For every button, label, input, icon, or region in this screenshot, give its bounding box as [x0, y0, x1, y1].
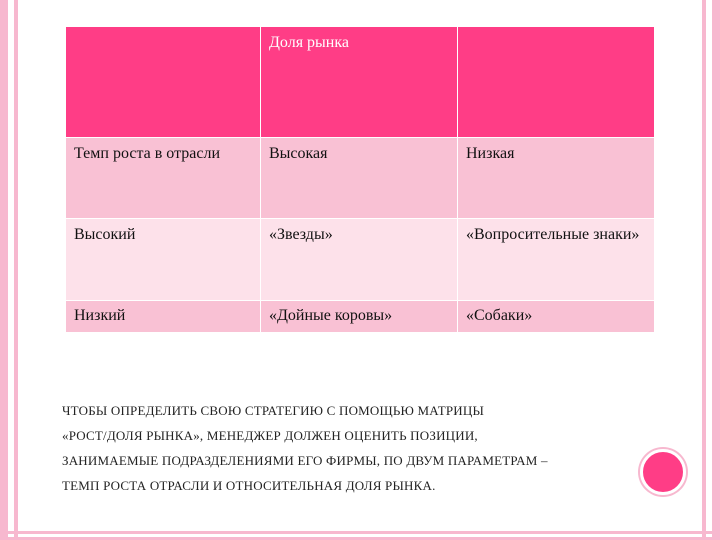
frame-bottom-line [0, 531, 720, 534]
table-cell: «Вопросительные знаки» [458, 219, 655, 301]
table-cell: Высокий [66, 219, 261, 301]
frame-right-outer [712, 0, 720, 540]
bcg-matrix-table [65, 26, 655, 333]
table-cell: Низкий [66, 301, 261, 333]
table-row [66, 219, 655, 301]
caption-line: «РОСТ/ДОЛЯ РЫНКА», МЕНЕДЖЕР ДОЛЖЕН ОЦЕНИТЬ ПОЗИЦИИ, [62, 428, 478, 443]
caption-line: ЧТОБЫ ОПРЕДЕЛИТЬ СВОЮ СТРАТЕГИЮ С ПОМОЩЬЮ МАТРИЦЫ [62, 403, 484, 418]
caption-line: ЗАНИМАЕМЫЕ ПОДРАЗДЕЛЕНИЯМИ ЕГО ФИРМЫ, ПО ДВУМ ПАРАМЕТРАМ – [62, 453, 548, 468]
table-cell: Высокая [261, 138, 458, 219]
table-cell: «Дойные коровы» [261, 301, 458, 333]
table-header-cell [458, 27, 655, 138]
table-cell: Темп роста в отрасли [66, 138, 261, 219]
table-cell: Низкая [458, 138, 655, 219]
table-row [66, 301, 655, 333]
table-row [66, 138, 655, 219]
frame-right-inner [702, 0, 706, 540]
table-header-row [66, 27, 655, 138]
frame-left-outer [0, 0, 8, 540]
caption-line: ТЕМП РОСТА ОТРАСЛИ И ОТНОСИТЕЛЬНАЯ ДОЛЯ РЫНКА. [62, 478, 436, 493]
table-cell: «Звезды» [261, 219, 458, 301]
decorative-circle [640, 449, 686, 495]
table-cell: «Собаки» [458, 301, 655, 333]
table-header-cell [66, 27, 261, 138]
frame-left-inner [14, 0, 18, 540]
caption-text [62, 398, 642, 498]
table-header-cell-market-share: Доля рынка [261, 27, 458, 138]
